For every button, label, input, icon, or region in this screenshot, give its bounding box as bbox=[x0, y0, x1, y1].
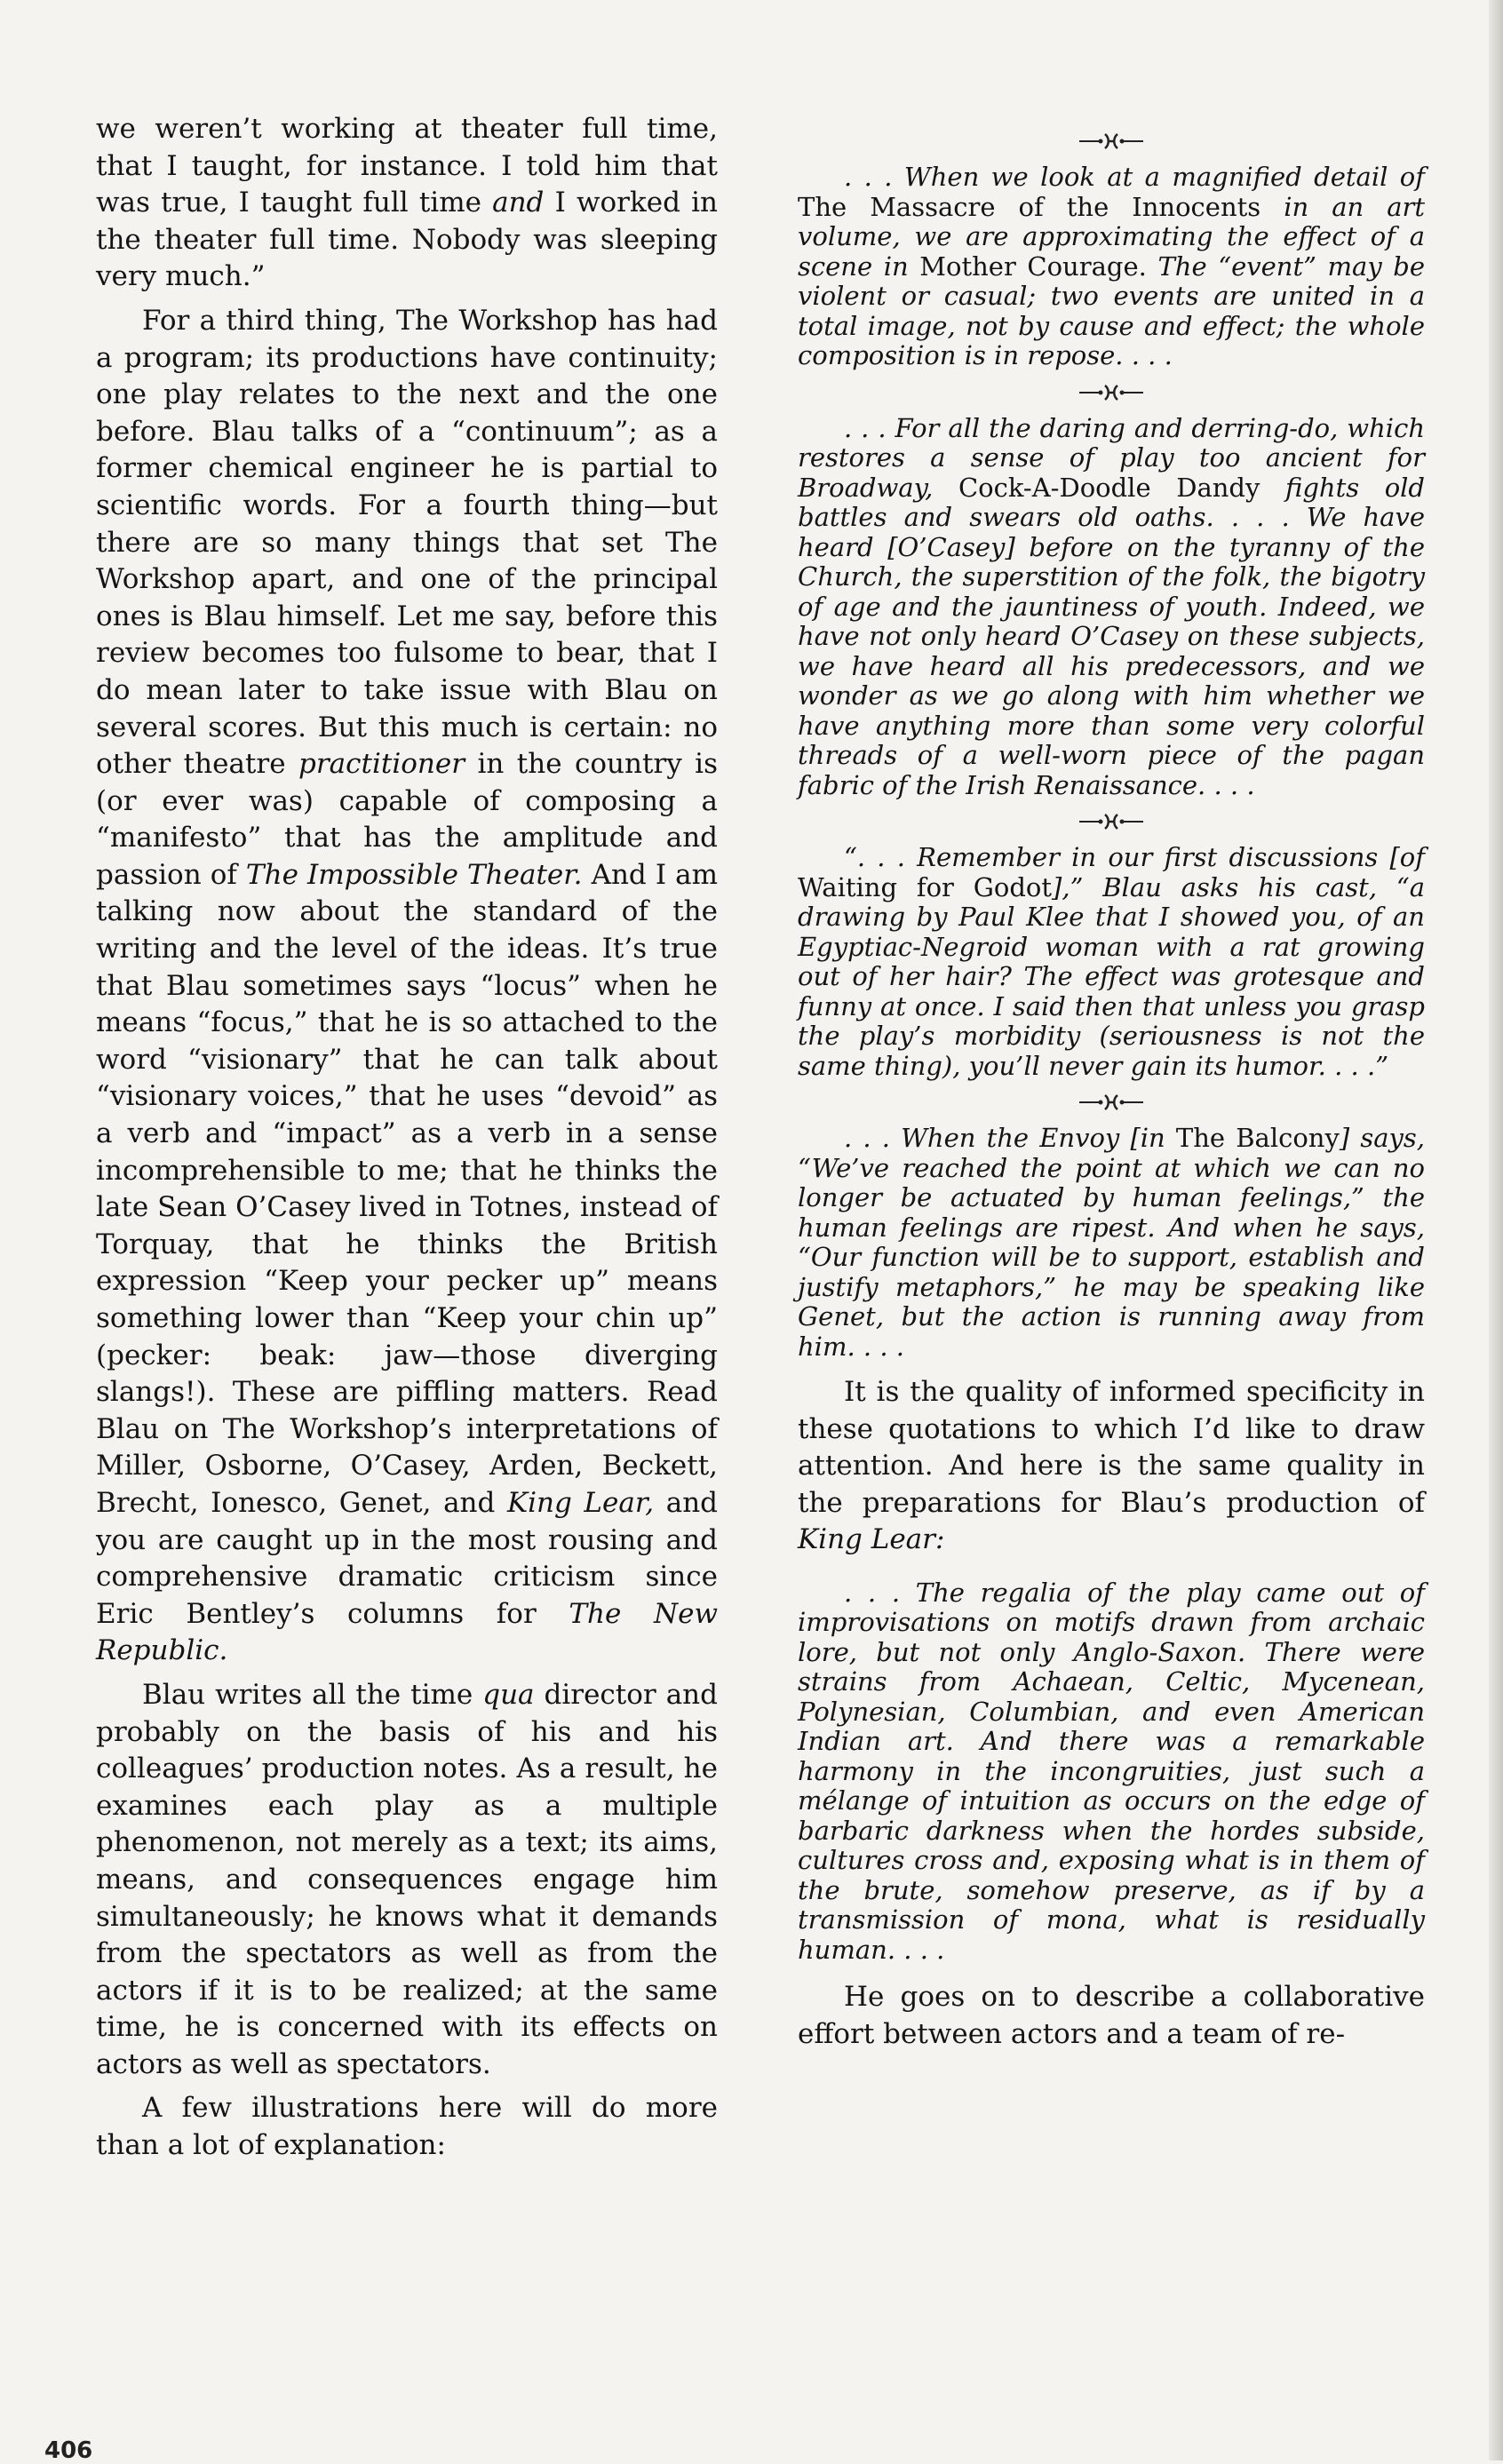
right-column bbox=[798, 120, 1425, 2054]
block-quote: . . . For all the daring and derring-do, which restores a sense of play too ancient for Broadway, Cock-A-Doodle Dandy fights old battles and swears old oaths. . . . We have heard [O’Casey] before on the tyranny of the Church, the superstition of the folk, the bigotry of age and the jauntiness of youth. Indeed, we have not only heard O’Casey on these subjects, we have heard all his predecessors, and we wonder as we go along with him whether we have anything more than some very colorful threads of a well-worn piece of the pagan fabric of the Irish Renaissance. . . . bbox=[798, 412, 1425, 800]
paragraph: A few illustrations here will do more than a lot of explanation: bbox=[96, 2092, 718, 2162]
page-number: 406 bbox=[44, 2437, 93, 2464]
paragraph: It is the quality of informed specificity in these quotations to which I’d like to draw attention. And here is the same quality in the preparations for Blau’s production of King Lear: bbox=[798, 1376, 1425, 1556]
paragraph: we weren’t working at theater full time, that I taught, for instance. I told him that was true, I taught full time and I worked in the theater full time. Nobody was sleeping very much.” bbox=[96, 113, 718, 293]
page-edge bbox=[1489, 0, 1503, 2460]
section-ornament-icon bbox=[798, 377, 1425, 403]
section-ornament-icon bbox=[798, 1086, 1425, 1113]
paragraph: He goes on to describe a collaborative effort between actors and a team of re- bbox=[798, 1981, 1425, 2051]
block-quote: . . . When the Envoy [in The Balcony] says, “We’ve reached the point at which we can no longer be actuated by human feelings,” the human feelings are ripest. And when he says, “Our function will be to support, establish and justify metaphors,” he may be speaking like Genet, but the action is running away from him. . . . bbox=[798, 1123, 1425, 1362]
block-quote: . . . When we look at a magnified detail of The Massacre of the Innocents in an art volume, we are approximating the effect of a scene in Mother Courage. The “event” may be violent or casual; two events are united in a total image, not by cause and effect; the whole composition is in repose. . . . bbox=[798, 162, 1426, 370]
paragraph: For a third thing, The Workshop has had a program; its productions have continuity; one play relates to the next and the one before. Blau talks of a “continuum”; as a former chemical engineer he is partial to scientific words. For a fourth thing—but there are so many things that set The Workshop apart, and one of the principal ones is Blau himself. Let me say, before this review becomes too fulsome to bear, that I do mean later to take issue with Blau on several scores. But this much is certain: no other theatre practitioner in the country is (or ever was) capable of composing a “manifesto” that has the amplitude and passion of The Impossible Theater. And I am talking now about the standard of the writing and the level of the ideas. It’s true that Blau sometimes says “locus” when he means “focus,” that he is so attached to the word “visionary” that he can talk about “visionary voices,” that he uses “devoid” as a verb and “impact” as a verb in a sense incomprehensible to me; that he thinks the late Sean O’Casey lived in Totnes, instead of Torquay, that he thinks the British expression “Keep your pecker up” means something lower than “Keep your chin up” (pecker: beak: jaw—those diverging slangs!). These are piffling matters. Read Blau on The Workshop’s interpretations of Miller, Osborne, O’Casey, Arden, Beckett, Brecht, Ionesco, Genet, and King Lear, and you are caught up in the most rousing and comprehensive dramatic criticism since Eric Bentley’s columns for The New Republic. bbox=[96, 304, 719, 1667]
section-ornament-icon bbox=[798, 125, 1425, 152]
paragraph: Blau writes all the time qua director and probably on the basis of his and his colleagues’ production notes. As a result, he examines each play as a multiple phenomenon, not merely as a text; its aims, means, and consequences engage him simultaneously; he knows what it demands from the spectators as well as from the actors if it is to be realized; at the same time, he is concerned with its effects on actors as well as spectators. bbox=[96, 1678, 718, 2080]
section-ornament-icon bbox=[798, 806, 1425, 832]
block-quote: “. . . Remember in our first discussions [of Waiting for Godot],” Blau asks his cast, “a drawing by Paul Klee that I showed you, of an Egyptiac-Negroid woman with a rat growing out of her hair? The effect was grotesque and funny at once. I said then that unless you grasp the play’s morbidity (seriousness is not the same thing), you’ll never gain its humor. . . .” bbox=[798, 842, 1425, 1081]
left-column bbox=[96, 111, 718, 2165]
block-quote: . . . The regalia of the play came out of improvisations on motifs drawn from archaic lore, but not only Anglo-Saxon. There were strains from Achaean, Celtic, Mycenean, Polynesian, Columbian, and even American Indian art. And there was a remarkable harmony in the incongruities, just such a mélange of intuition as occurs on the edge of barbaric darkness when the hordes subside, cultures cross and, exposing what is in them of the brute, somehow preserve, as if by a transmission of mona, what is residually human. . . . bbox=[798, 1577, 1425, 1965]
